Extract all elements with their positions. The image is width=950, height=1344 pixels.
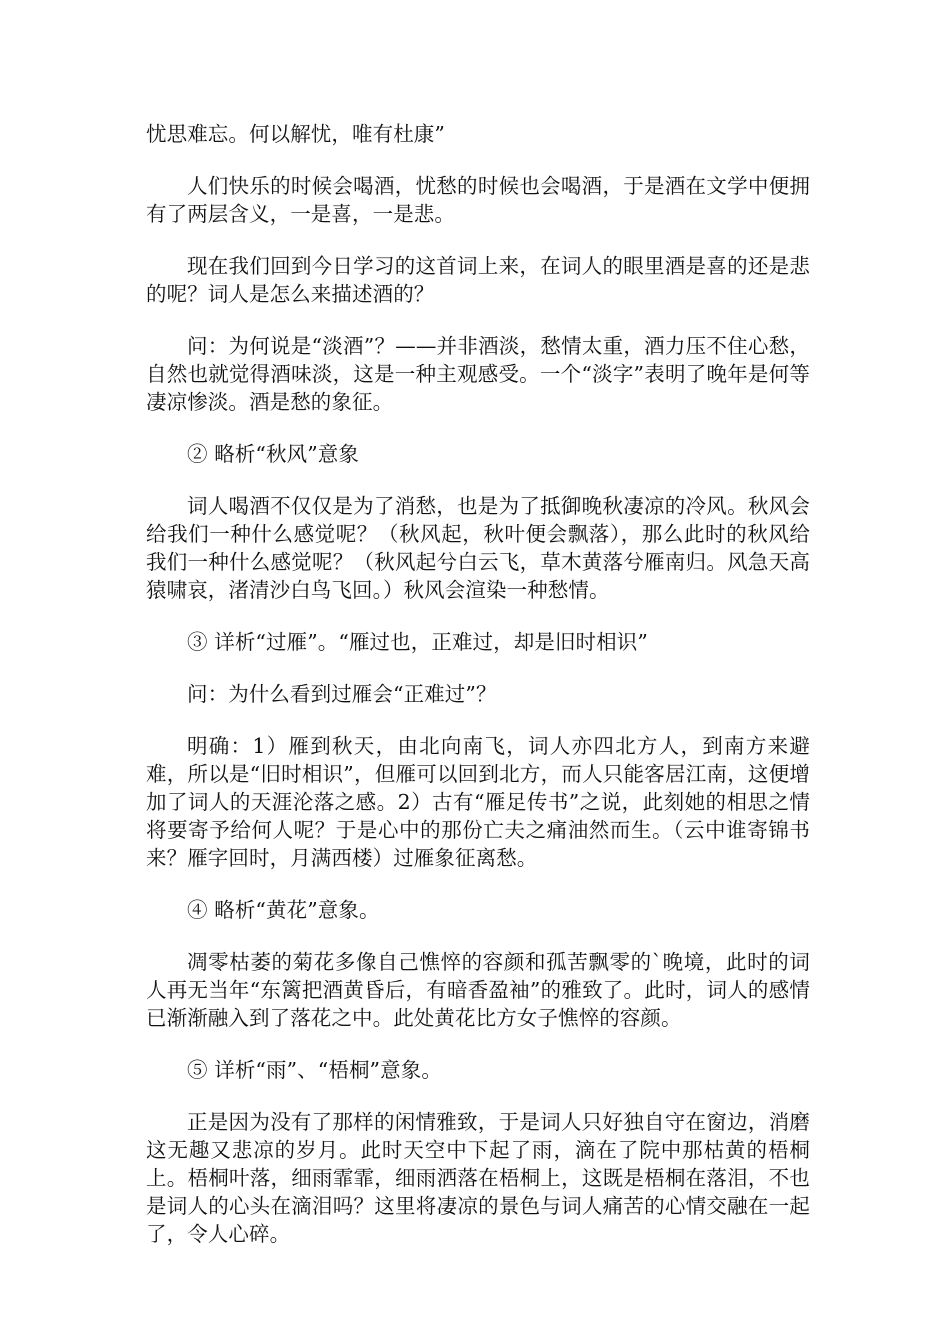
heading-autumn-wind: ② 略析“秋风”意象 bbox=[187, 442, 359, 466]
paragraph-continuation: 忧思难忘。何以解忧，唯有杜康” bbox=[146, 122, 445, 146]
heading-passing-geese: ③ 详析“过雁”。“雁过也，正难过，却是旧时相识” bbox=[187, 630, 648, 654]
paragraph-question-geese: 问：为什么看到过雁会“正难过”？ bbox=[187, 682, 497, 706]
document-page bbox=[146, 120, 810, 1272]
paragraph-yellow-flowers: 凋零枯萎的菊花多像自己憔悴的容颜和孤苦飘零的`晚境，此时的词人再无当年“东篱把酒黄昏后，有暗香盈袖”的雅致了。此时，词人的感情已渐渐融入到了落花之中。此处黄花比方女子憔悴的容颜。 bbox=[146, 950, 810, 1030]
paragraph-rain-wutong: 正是因为没有了那样的闲情雅致，于是词人只好独自守在窗边，消磨这无趣又悲凉的岁月。此时天空中下起了雨，滴在了院中那枯黄的梧桐上。梧桐叶落，细雨霏霏，细雨洒落在梧桐上，这既是梧桐在落泪，不也是词人的心头在滴泪吗？这里将凄凉的景色与词人痛苦的心情交融在一起了，令人心碎。 bbox=[146, 1110, 810, 1246]
paragraph-light-wine: 问：为何说是“淡酒”？——并非酒淡，愁情太重，酒力压不住心愁，自然也就觉得酒味淡，这是一种主观感受。一个“淡字”表明了晚年是何等凄凉惨淡。酒是愁的象征。 bbox=[146, 334, 810, 414]
heading-yellow-flowers: ④ 略析“黄花”意象。 bbox=[187, 898, 380, 922]
paragraph-question-wine: 现在我们回到今日学习的这首词上来，在词人的眼里酒是喜的还是悲的呢？词人是怎么来描述酒的？ bbox=[146, 254, 810, 306]
heading-rain-wutong: ⑤ 详析“雨”、“梧桐”意象。 bbox=[187, 1058, 442, 1082]
paragraph-autumn-wind: 词人喝酒不仅仅是为了消愁，也是为了抵御晚秋凄凉的冷风。秋风会给我们一种什么感觉呢？（秋风起，秋叶便会飘落），那么此时的秋风给我们一种什么感觉呢？（秋风起兮白云飞，草木黄落兮雁南归。风急天高猿啸哀，渚清沙白鸟飞回。）秋风会渲染一种愁情。 bbox=[146, 494, 810, 602]
paragraph-wine-meaning: 人们快乐的时候会喝酒，忧愁的时候也会喝酒，于是酒在文学中便拥有了两层含义，一是喜，一是悲。 bbox=[146, 174, 810, 226]
paragraph-answer-geese: 明确：1）雁到秋天，由北向南飞，词人亦四北方人，到南方来避难，所以是“旧时相识”，但雁可以回到北方，而人只能客居江南，这便增加了词人的天涯沦落之感。2）古有“雁足传书”之说，此刻她的相思之情将要寄予给何人呢？于是心中的那份亡夫之痛油然而生。（云中谁寄锦书来？雁字回时，月满西楼）过雁象征离愁。 bbox=[146, 734, 810, 870]
